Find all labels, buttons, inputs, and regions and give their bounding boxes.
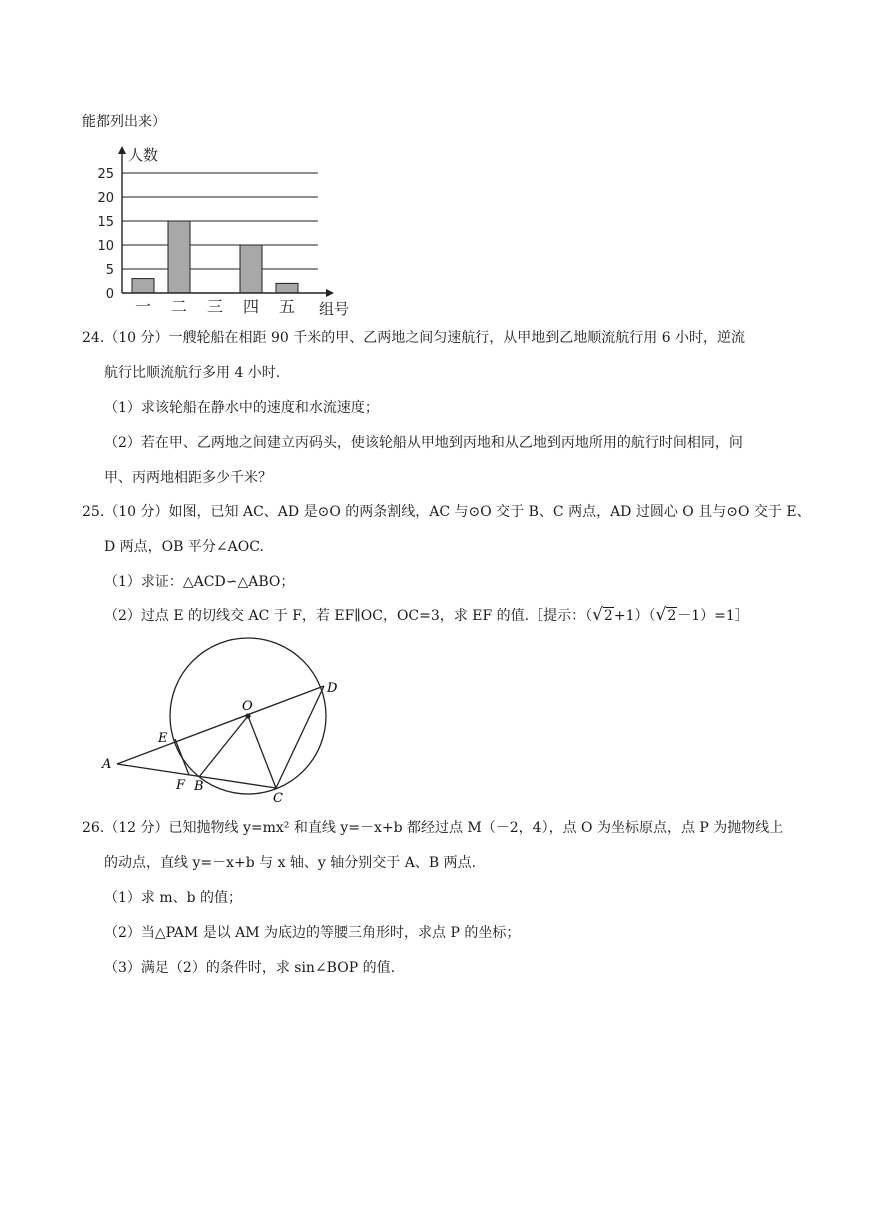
sqrt-radicand-2: 2: [667, 608, 677, 624]
q25-stem-line2: D 两点，OB 平分∠AOC.: [104, 539, 264, 555]
line-ob: [199, 716, 248, 777]
x-tick-label: 一: [134, 297, 152, 316]
label-f: F: [176, 778, 186, 793]
chart-y-ticks: [97, 167, 114, 302]
chart-grid: [122, 173, 318, 269]
bar-chart: [96, 142, 356, 322]
label-c: C: [273, 791, 283, 806]
bar-4: [240, 245, 262, 293]
q24-stem-line1: 24.（10 分）一艘轮船在相距 90 千米的甲、乙两地之间匀速航行，从甲地到乙地顺流航行用 6 小时，逆流: [82, 330, 746, 346]
label-b: B: [194, 779, 204, 794]
continued-text: 能都列出来）: [82, 114, 166, 130]
chart-bars: [132, 221, 298, 293]
label-o: O: [242, 699, 253, 714]
q25-part1: （1）求证：△ACD∽△ABO；: [104, 574, 295, 590]
center-point-o: [245, 713, 250, 718]
q26-stem-line2: 的动点，直线 y=－x+b 与 x 轴、y 轴分别交于 A、B 两点.: [104, 855, 477, 871]
y-tick-label: 15: [97, 215, 114, 230]
x-tick-label: 二: [170, 297, 188, 316]
q26-part1: （1）求 m、b 的值；: [104, 890, 243, 906]
label-e: E: [158, 731, 168, 746]
x-axis-label: 组号: [319, 300, 350, 318]
y-tick-label: 20: [97, 191, 114, 206]
q25-part2-text: （2）过点 E 的切线交 AC 于 F，若 EF∥OC，OC=3，求 EF 的值.［提示：（: [104, 608, 593, 624]
q26-part2: （2）当△PAM 是以 AM 为底边的等腰三角形时，求点 P 的坐标；: [104, 925, 521, 941]
q24-stem-line2: 航行比顺流航行多用 4 小时.: [104, 365, 281, 381]
q25-part2-mid: +1）（: [613, 608, 656, 624]
label-a: A: [102, 757, 112, 772]
label-d: D: [327, 681, 338, 696]
y-tick-label: 25: [97, 167, 114, 182]
q26-stem-line1: 26.（12 分）已知抛物线 y=mx² 和直线 y=－x+b 都经过点 M（－2，4），点 O 为坐标原点，点 P 为抛物线上: [82, 820, 784, 836]
y-axis-arrow: [118, 146, 126, 154]
q24-part1: （1）求该轮船在静水中的速度和水流速度；: [104, 400, 379, 416]
line-oc: [248, 716, 276, 788]
x-tick-label: 三: [206, 297, 224, 316]
x-axis-arrow: [326, 289, 334, 297]
q25-part2: [104, 605, 809, 626]
chart-x-ticks: [135, 297, 295, 316]
x-tick-label: 五: [278, 297, 296, 316]
circle-secant-figure: [96, 630, 356, 810]
x-tick-label: 四: [242, 297, 260, 316]
q26-part3: （3）满足（2）的条件时，求 sin∠BOP 的值.: [104, 960, 396, 976]
line-ef: [175, 739, 189, 775]
sqrt-expression-2: √2: [655, 605, 677, 625]
q24-part2-line2: 甲、丙两地相距多少千米？: [104, 470, 272, 486]
y-tick-label: 5: [105, 263, 114, 278]
y-axis-label: 人数: [128, 146, 159, 164]
bar-5: [276, 283, 298, 293]
q25-part2-end: －1）=1］: [677, 608, 749, 624]
sqrt-expression-1: √2: [592, 605, 613, 625]
y-tick-label: 10: [97, 239, 114, 254]
bar-1: [132, 279, 154, 293]
y-tick-label: 0: [105, 287, 114, 302]
q24-part2-line1: （2）若在甲、乙两地之间建立丙码头，使该轮船从甲地到丙地和从乙地到丙地所用的航行时间相同，问: [104, 435, 743, 451]
q25-stem-line1: 25.（10 分）如图，已知 AC、AD 是⊙O 的两条割线，AC 与⊙O 交于 B、C 两点，AD 过圆心 O 且与⊙O 交于 E、: [82, 504, 811, 520]
bar-2: [168, 221, 190, 293]
sqrt-radicand-1: 2: [603, 608, 613, 624]
